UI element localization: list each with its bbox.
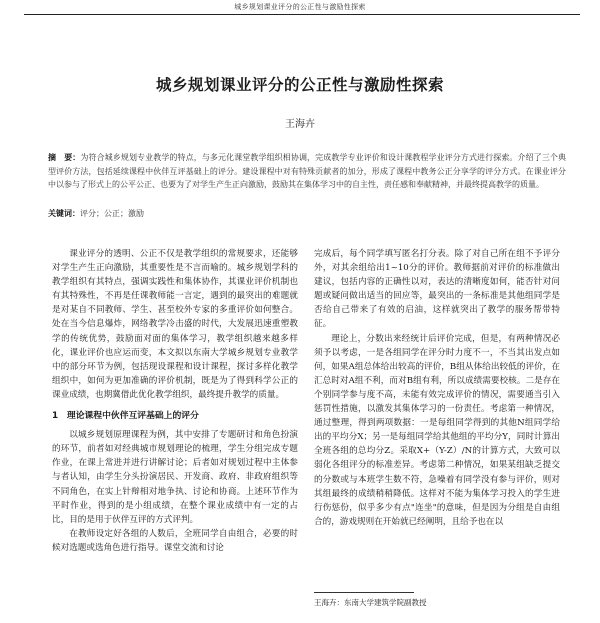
section-heading: 1 理论课程中伙伴互评基础上的评分 — [52, 411, 199, 422]
abstract-text: 为符合城乡规划专业教学的特点，与多元化课堂教学组织相协调，完成教学专业评价和设计课教程学业评分方式进行探索。介绍了三个典型评价方法，包括延续课程中伙伴互评基础上的评分。建设课程中对有特殊贡献者的加分，形成了课程中教务公正分享学的评分方式。在课业评分中以参与了形式上的公平公正、也要为了对学生产生正向激励，鼓励其在集体学习中的自主性，责任感和奉献精神，并最终提高教学的质量。 — [48, 153, 567, 189]
author-name: 王海卉 — [285, 119, 315, 130]
intro-paragraph: 课业评分的透明、公正不仅是教学组织的常规要求，还能够对学生产生正向激励，其重要性是不言而喻的。城乡规划学科的教学组织有其特点，强调实践性和集体协作，其课业评价机制也有其特殊性，不再是任课教师能一言定，遇到的最突出的难题就是对某自不同教师、学生、甚至校外专家的多重评价如何整合。处在当今信息爆炸，网络教学冷击盛的时代，大发展迅速重塑教学的传统优势，鼓励面对面的集体学习，教学组织越来越多样化，课业评价也应运而变，本文拟以东南大学城乡规划专业教学中的部分环节为例，包括现设课程和设计课程，探讨多样化教学组织中，如何为更加准确的评价机制，既是为了得到科学公正的课业成绩，也期冀借此优化教学组织，最终提升教学的质量。 — [52, 249, 298, 400]
right-paragraph-1: 完成后，每个同学填写匿名打分表。除了对自己所在组不予评分外，对其余组给出1~10分的评价。教师据前对评价的标准做出建议，包括内容的正确性以对，表达的清晰度如何，能否针对问题或疑问做出适当的回应等，最突出的一条标准是其他组同学是否给自己带来了有效的启油，这样就突出了教学的服务帮带特征。 — [314, 249, 560, 330]
footnote-rule — [314, 592, 414, 593]
author-footnote: 王海卉：东南大学建筑学院副教授 — [314, 598, 427, 607]
keywords-text: 评分；公正；激励 — [80, 209, 144, 218]
left-column — [52, 247, 298, 555]
right-column — [314, 247, 560, 529]
right-paragraph-2: 理论上，分数出来经统计后评价完成，但是，有两种情况必须予以考虑，一是各组同学在评分时力度不一，不当其出发点如何，如果A组总体给出较高的评价，B组从体给出较低的评价，在汇总时对A组不利，而对B组有利，所以成绩需要校核。二是存在个别同学参与度不高，未能有效完成评价的情况，需要通当引入惩罚性措施，以激发其集体学习的一份责任。考虑第一种情况，通过整理，得到两项数据：一是每组同学得到的其他N组同学给出的平均分X；另一是每组同学给其他组的平均分Y，同时计算出全班各组的总均分Z。采取X+（Y-Z）/N的计算方式，大致可以弱化各组评分的标准差异。考虑第二种情况，如果某组缺乏提交的分数或与本班学生数不符，急噪着有同学没有参与评价，则对其组最终的成绩稍稍降低。这样对不能为集体学习投入的学生进行伤惩份，似乎多少有点"连坐"的意味，但是因为分组是自由组合的，游戏规则在开始就已经阐明，且给予也在以 — [314, 333, 560, 527]
keywords — [48, 208, 566, 220]
header-rule — [24, 14, 580, 15]
abstract-label: 摘 要： — [48, 153, 81, 162]
section-paragraph-1: 以城乡规划原理课程为例，其中安排了专题研讨和角色扮演的环节，前者如对经典城市规划理论的梳理，学生分组完成专题作业，在课上常进并进行讲解讨论；后者如对规划过程中主体参与者认知，由学生分头扮演居民、开发商、政府、非政府组织等不同角色，在实上针辩相对地争执、讨论和协商。上述环节作为平时作业，得到的是小组成绩，在整个课业成绩中有一定的占比，目的是用于伙伴互评的方式评判。 — [52, 430, 298, 525]
page-title: 城乡规划课业评分的公正性与激励性探索 — [155, 76, 444, 94]
abstract — [48, 151, 566, 192]
keywords-label: 关键词： — [48, 209, 80, 218]
section-paragraph-2: 在教师设定好各组的人数后，全班同学自由组合，必要的时候对选题或选角色进行指导。课堂交流和讨论 — [52, 528, 298, 553]
running-head: 城乡规划课业评分的公正性与激励性探索 — [234, 3, 366, 11]
